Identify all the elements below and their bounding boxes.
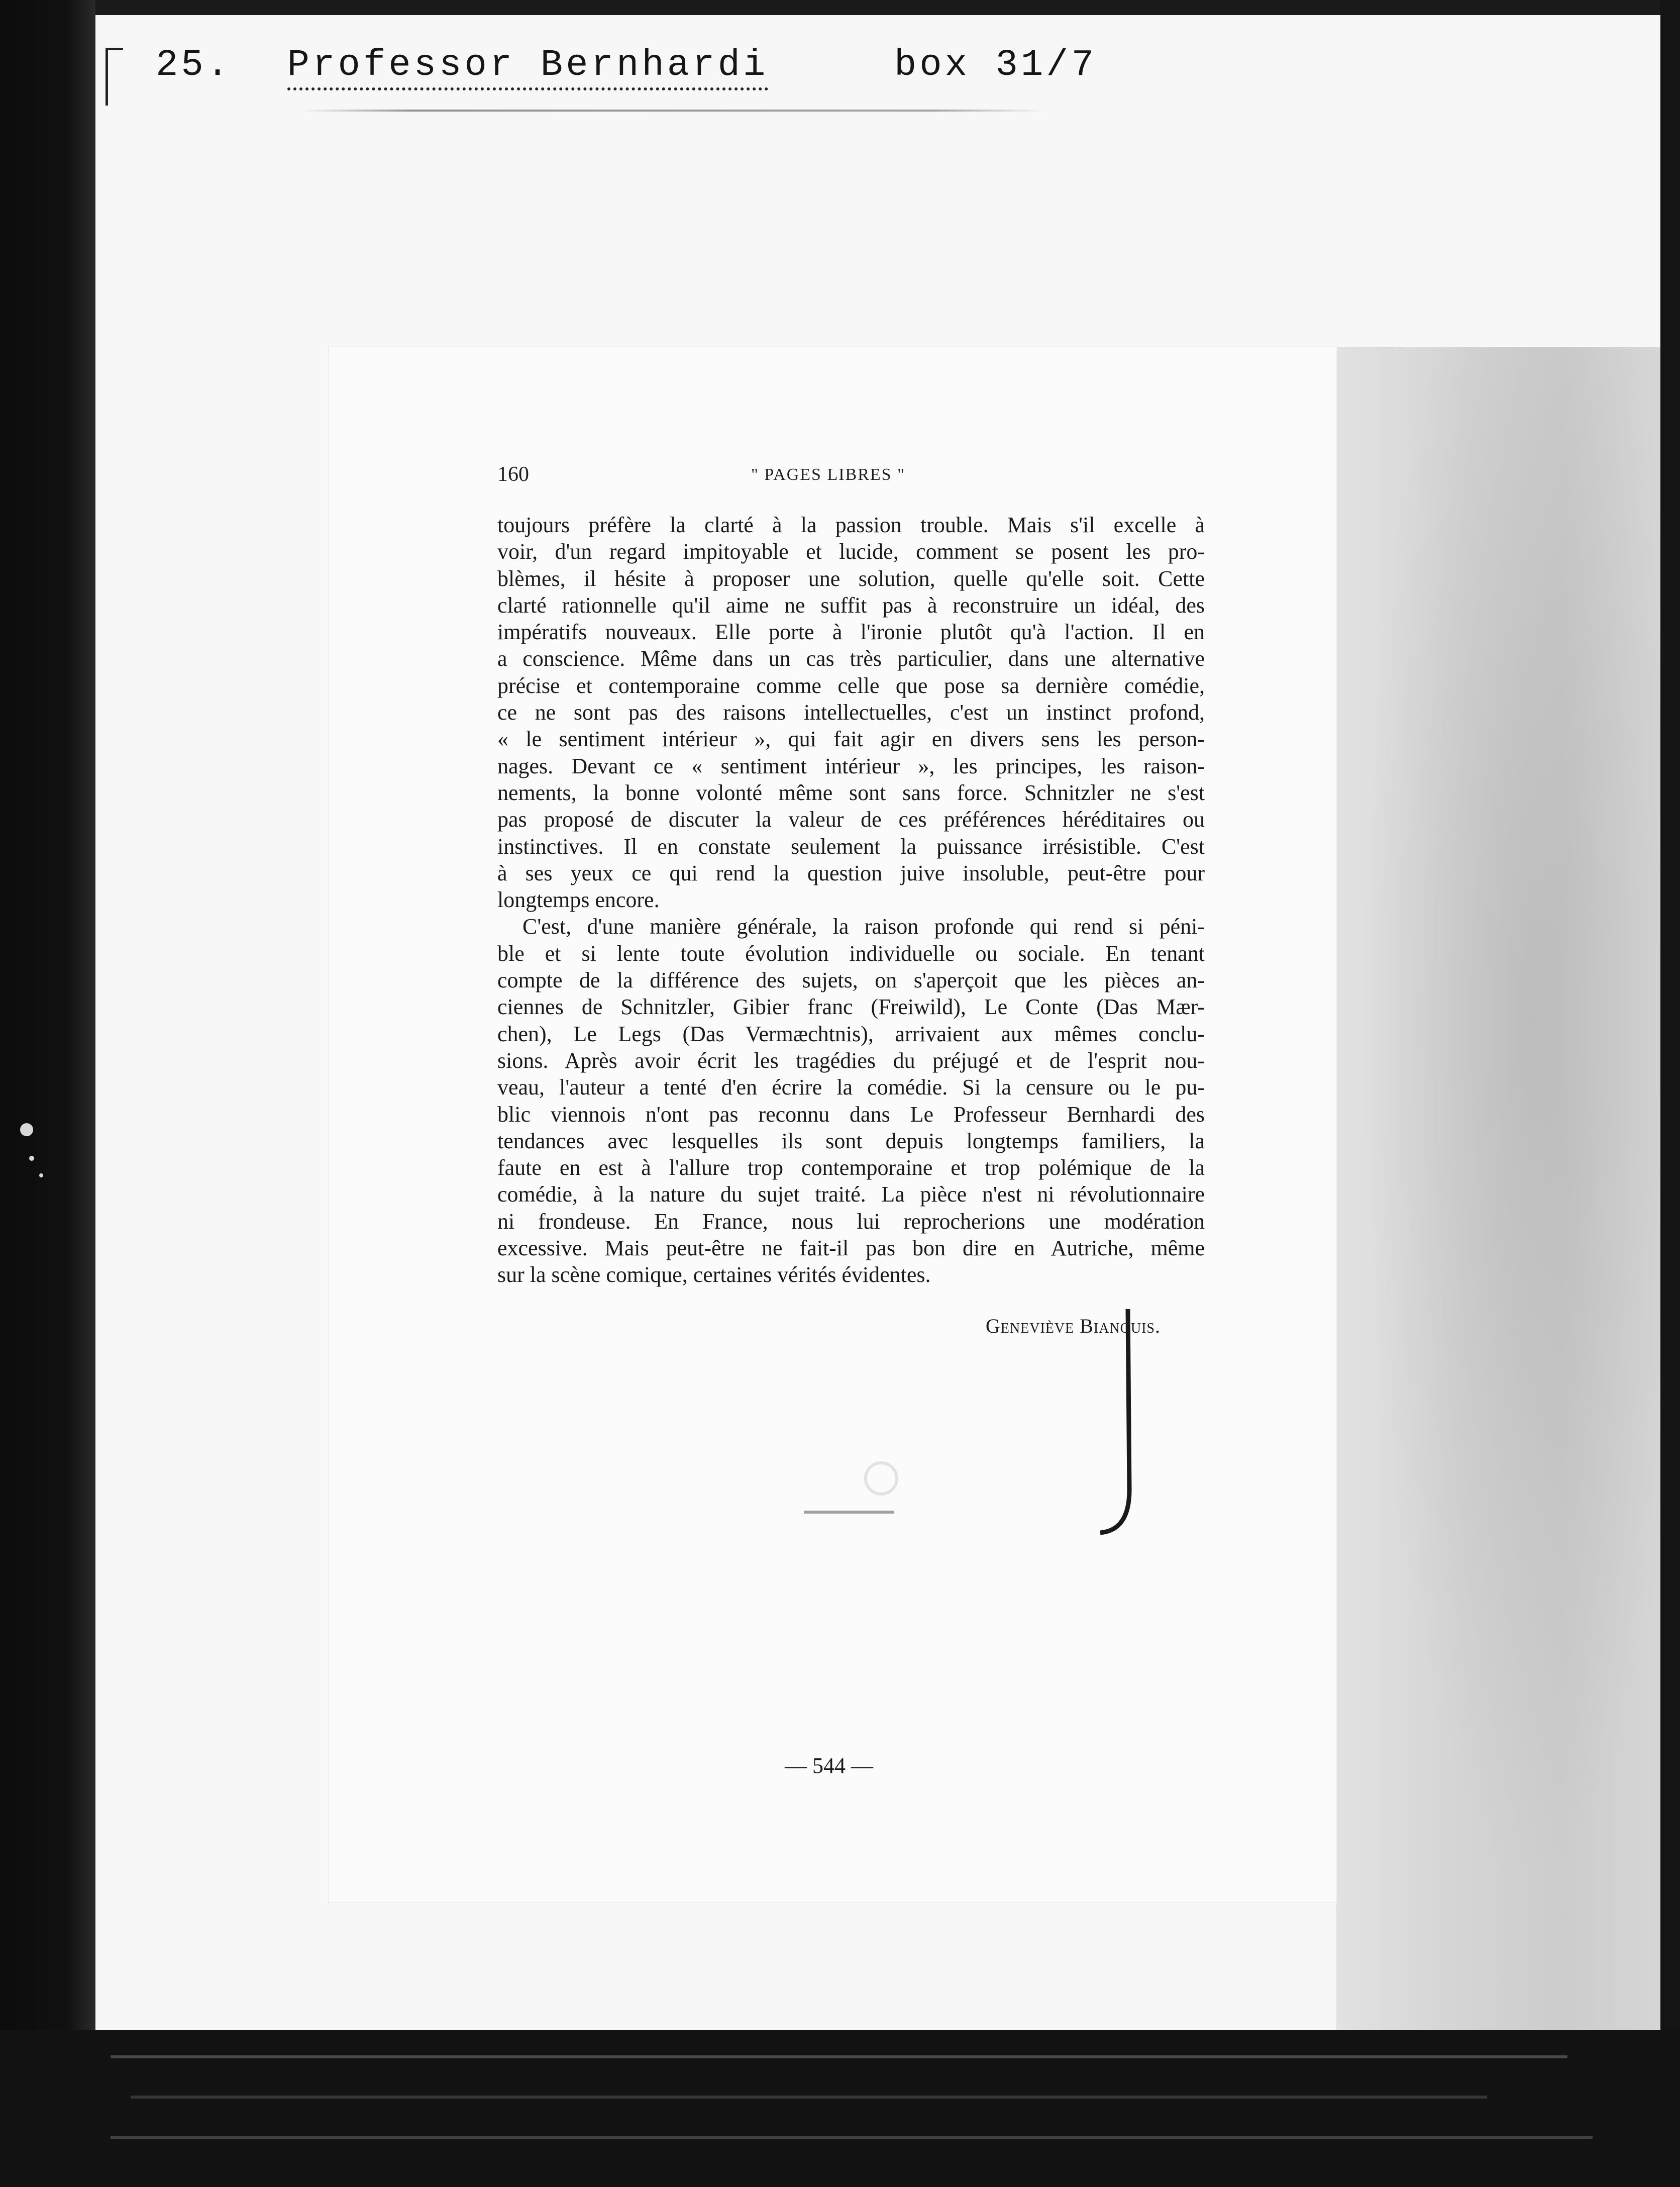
text-line: à ses yeux ce qui rend la question juive insoluble, peut-être pour — [497, 860, 1205, 885]
text-line: chen), Le Legs (Das Vermæchtnis), arrivaient aux mêmes conclu- — [497, 1021, 1205, 1046]
film-noise — [131, 2096, 1487, 2099]
page-number: 160 — [497, 463, 529, 486]
text-line: excessive. Mais peut-être ne fait-il pas bon dire en Autriche, même — [497, 1236, 1205, 1261]
film-border-top — [95, 0, 1680, 15]
text-line: sur la scène comique, certaines vérités évidentes. — [497, 1262, 931, 1287]
text-line: blic viennois n'ont pas reconnu dans Le Professeur Bernhardi des — [497, 1102, 1205, 1127]
text-line: longtemps encore. — [497, 887, 660, 913]
text-line: pas proposé de discuter la valeur de ces préférences héréditaires ou — [497, 807, 1205, 832]
film-speck — [39, 1173, 43, 1177]
text-line: ciennes de Schnitzler, Gibier franc (Freiwild), Le Conte (Das Mær- — [497, 995, 1205, 1020]
header-rule — [301, 110, 1045, 112]
bracket-mark — [1100, 1309, 1135, 1540]
archive-title: Professor Bernhardi — [287, 44, 769, 90]
text-line: sions. Après avoir écrit les tragédies du préjugé et de l'esprit nou- — [497, 1048, 1205, 1073]
text-line: nements, la bonne volonté même sont sans force. Schnitzler ne s'est — [497, 780, 1205, 805]
film-speck — [29, 1156, 34, 1161]
text-line: impératifs nouveaux. Elle porte à l'ironie plutôt qu'à l'action. Il en — [497, 620, 1205, 645]
text-line: clarté rationnelle qu'il aime ne suffit pas à reconstruire un idéal, des — [497, 592, 1205, 618]
text-line: C'est, d'une manière générale, la raison profonde qui rend si péni- — [522, 914, 1205, 939]
page-header — [497, 462, 1186, 492]
text-line: blèmes, il hésite à proposer une solution, quelle qu'elle soit. Cette — [497, 566, 1205, 591]
text-line: tendances avec lesquelles ils sont depuis longtemps familiers, la — [497, 1128, 1205, 1153]
text-line: instinctives. Il en constate seulement la puissance irrésistible. C'est — [497, 834, 1205, 859]
text-line: ni frondeuse. En France, nous lui reprocherions une modération — [497, 1209, 1205, 1234]
text-line: ble et si lente toute évolution individuelle ou sociale. En tenant — [497, 941, 1205, 966]
dash-mark — [804, 1511, 894, 1514]
text-line: faute en est à l'allure trop contemporaine et trop polémique de la — [497, 1155, 1205, 1180]
folio-number: — 544 — — [785, 1753, 873, 1778]
running-head: " PAGES LIBRES " — [751, 465, 905, 484]
text-line: « le sentiment intérieur », qui fait agir en divers sens les person- — [497, 727, 1205, 752]
archive-label — [156, 44, 1097, 89]
text-line: comédie, à la nature du sujet traité. La pièce n'est ni révolutionnaire — [497, 1182, 1205, 1207]
film-speck — [20, 1123, 33, 1136]
text-line: veau, l'auteur a tenté d'en écrire la comédie. Si la censure ou le pu- — [497, 1075, 1205, 1100]
author-signature: Geneviève Bianquis. — [985, 1315, 1161, 1337]
film-noise — [111, 2136, 1593, 2139]
text-line: compte de la différence des sujets, on s'aperçoit que les pièces an- — [497, 968, 1205, 993]
film-border-left — [0, 0, 95, 2187]
corner-bracket — [106, 48, 123, 106]
film-border-right — [1660, 0, 1680, 2187]
circle-mark — [864, 1461, 898, 1496]
text-line: a conscience. Même dans un cas très particulier, dans une alternative — [497, 646, 1205, 671]
film-border-bottom — [0, 2030, 1680, 2187]
text-line: précise et contemporaine comme celle que pose sa dernière comédie, — [497, 673, 1205, 698]
archive-box: box 31/7 — [894, 44, 1097, 86]
text-line: ce ne sont pas des raisons intellectuelles, c'est un instinct profond, — [497, 700, 1205, 725]
archive-item-number: 25. — [156, 44, 232, 86]
card-shading — [1336, 347, 1660, 2030]
article-body — [497, 512, 1205, 1288]
text-line: nages. Devant ce « sentiment intérieur », les principes, les raison- — [497, 753, 1205, 778]
film-noise — [111, 2055, 1567, 2058]
text-line: voir, d'un regard impitoyable et lucide, comment se posent les pro- — [497, 539, 1205, 564]
text-line: toujours préfère la clarté à la passion trouble. Mais s'il excelle à — [497, 513, 1205, 537]
